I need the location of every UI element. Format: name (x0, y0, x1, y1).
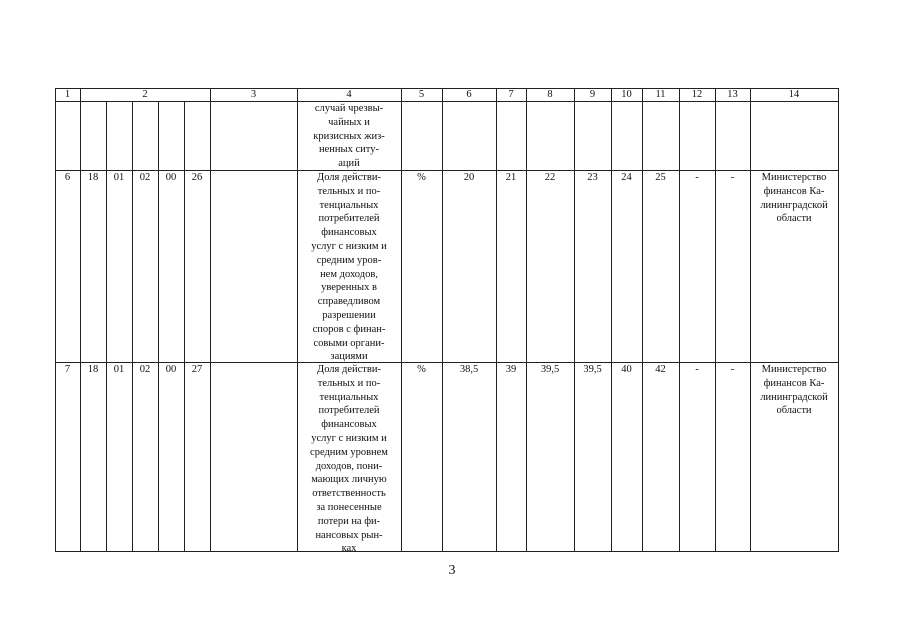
indicator-text-line: ненных ситу- (319, 144, 379, 156)
column-number: 6 (466, 89, 472, 100)
column-number: 2 (142, 89, 148, 100)
page-number: 3 (448, 563, 456, 578)
value-cell: 20 (463, 172, 475, 183)
indicator-text-line: потери на фи- (317, 515, 381, 527)
code-cell: 01 (113, 172, 125, 183)
code-cell: 01 (113, 364, 125, 375)
row-number: 7 (64, 364, 71, 375)
code-cell: 26 (191, 172, 203, 183)
column-number: 14 (788, 89, 800, 100)
table-rule (442, 88, 443, 552)
row-number: 6 (64, 172, 71, 183)
indicator-text-line: Доля действи- (317, 364, 381, 375)
column-number: 1 (64, 89, 71, 100)
indicator-text-line: финансовых (321, 419, 377, 431)
indicator-text-line: ках (341, 543, 357, 555)
responsible-text-line: лининградской (760, 199, 828, 211)
value-cell: 39,5 (583, 364, 602, 375)
code-cell: 02 (139, 172, 151, 183)
table-rule (574, 88, 575, 552)
responsible-text-line: финансов Ка- (763, 185, 825, 197)
value-cell: 23 (587, 172, 598, 183)
table-rule (715, 88, 716, 552)
value-cell: 42 (655, 364, 666, 375)
indicator-text-line: справедливом (317, 296, 381, 308)
table-rule (526, 88, 527, 552)
table-rule (55, 88, 56, 552)
value-cell: 39,5 (540, 364, 560, 375)
table-rule (496, 88, 497, 552)
indicator-text-line: кризисных жиз- (313, 130, 385, 142)
indicator-text-line: тельных и по- (317, 377, 381, 389)
indicator-text-line: тенциальных (319, 391, 379, 403)
value-cell: 24 (621, 172, 632, 183)
column-number: 4 (346, 89, 352, 100)
table-rule (106, 101, 107, 552)
indicator-text-line: за понесенные (316, 501, 382, 513)
value-cell: - (695, 172, 699, 183)
indicator-text-line: доходов, пони- (315, 460, 383, 472)
indicator-text-line: нем доходов, (320, 268, 378, 280)
indicator-text-line: тельных и по- (317, 185, 381, 197)
unit-cell: % (417, 172, 426, 183)
responsible-text-line: области (776, 213, 812, 225)
column-number: 12 (691, 89, 703, 100)
value-cell: 39 (505, 364, 517, 375)
table-rule (401, 88, 402, 552)
indicator-text-line: Доля действи- (317, 172, 381, 183)
table-rule (679, 88, 680, 552)
indicator-text-line: потребителей (318, 405, 380, 417)
indicator-text-line: мающих личную (311, 474, 387, 486)
responsible-text (750, 363, 838, 418)
indicator-text-line: уверенных в (321, 282, 377, 294)
code-cell: 02 (139, 364, 151, 375)
value-cell: - (695, 364, 699, 375)
value-cell: 38,5 (459, 364, 479, 375)
table-rule (158, 101, 159, 552)
table-rule (80, 88, 81, 552)
indicator-text-line: совыми органи- (313, 337, 385, 349)
responsible-text-line: финансов Ка- (763, 377, 825, 389)
value-cell: - (730, 172, 735, 183)
indicator-text-line: финансовых (321, 227, 377, 239)
indicator-text-line: чайных и (328, 116, 370, 128)
column-number: 3 (250, 89, 257, 100)
indicator-text-line: споров с финан- (312, 323, 386, 335)
responsible-text-line: Министерство (761, 172, 827, 183)
table-rule (750, 88, 751, 552)
column-number: 11 (655, 89, 666, 100)
code-cell: 00 (165, 364, 177, 375)
table-rule (55, 101, 839, 102)
column-number: 13 (727, 89, 738, 100)
column-number: 10 (621, 89, 632, 100)
indicator-text-line: нансовых рын- (315, 529, 383, 541)
value-cell: - (730, 364, 735, 375)
indicator-text-line: услуг с низким и (311, 432, 387, 444)
code-cell: 18 (87, 364, 99, 375)
indicator-text-line: потребителей (318, 213, 380, 225)
value-cell: 21 (505, 172, 517, 183)
value-cell: 25 (655, 172, 666, 183)
indicator-text-line: аций (338, 158, 360, 170)
column-number: 9 (589, 89, 596, 100)
responsible-text-line: лининградской (760, 391, 828, 403)
responsible-text-line: Министерство (761, 364, 827, 375)
indicator-text-line: средним уровнем (310, 446, 388, 458)
indicator-text-line: тенциальных (319, 199, 379, 211)
indicator-text-line: услуг с низким и (311, 240, 387, 252)
value-cell: 40 (621, 364, 632, 375)
table-rule (184, 101, 185, 552)
table-rule (55, 551, 839, 552)
indicator-text-line: разрешении (322, 309, 376, 321)
column-number: 5 (418, 89, 425, 100)
table-rule (210, 88, 211, 552)
table-rule (611, 88, 612, 552)
indicator-text (297, 171, 401, 364)
indicator-text-line: зациями (330, 351, 368, 363)
table-rule (642, 88, 643, 552)
code-cell: 18 (87, 172, 99, 183)
indicator-text-line: ответственность (312, 488, 386, 500)
indicator-text-line: средним уров- (316, 254, 382, 266)
table-rule (132, 101, 133, 552)
column-number: 7 (508, 89, 514, 100)
responsible-text (750, 171, 838, 226)
indicator-text-line: случай чрезвы- (314, 103, 384, 114)
code-cell: 00 (165, 172, 177, 183)
responsible-text-line: области (776, 405, 812, 417)
table-rule (55, 88, 839, 89)
value-cell: 22 (544, 172, 556, 183)
code-cell: 27 (191, 364, 203, 375)
indicator-text (297, 363, 401, 556)
unit-cell: % (417, 364, 426, 375)
indicator-text (297, 102, 401, 171)
column-number: 8 (547, 89, 553, 100)
table-rule (838, 88, 839, 552)
